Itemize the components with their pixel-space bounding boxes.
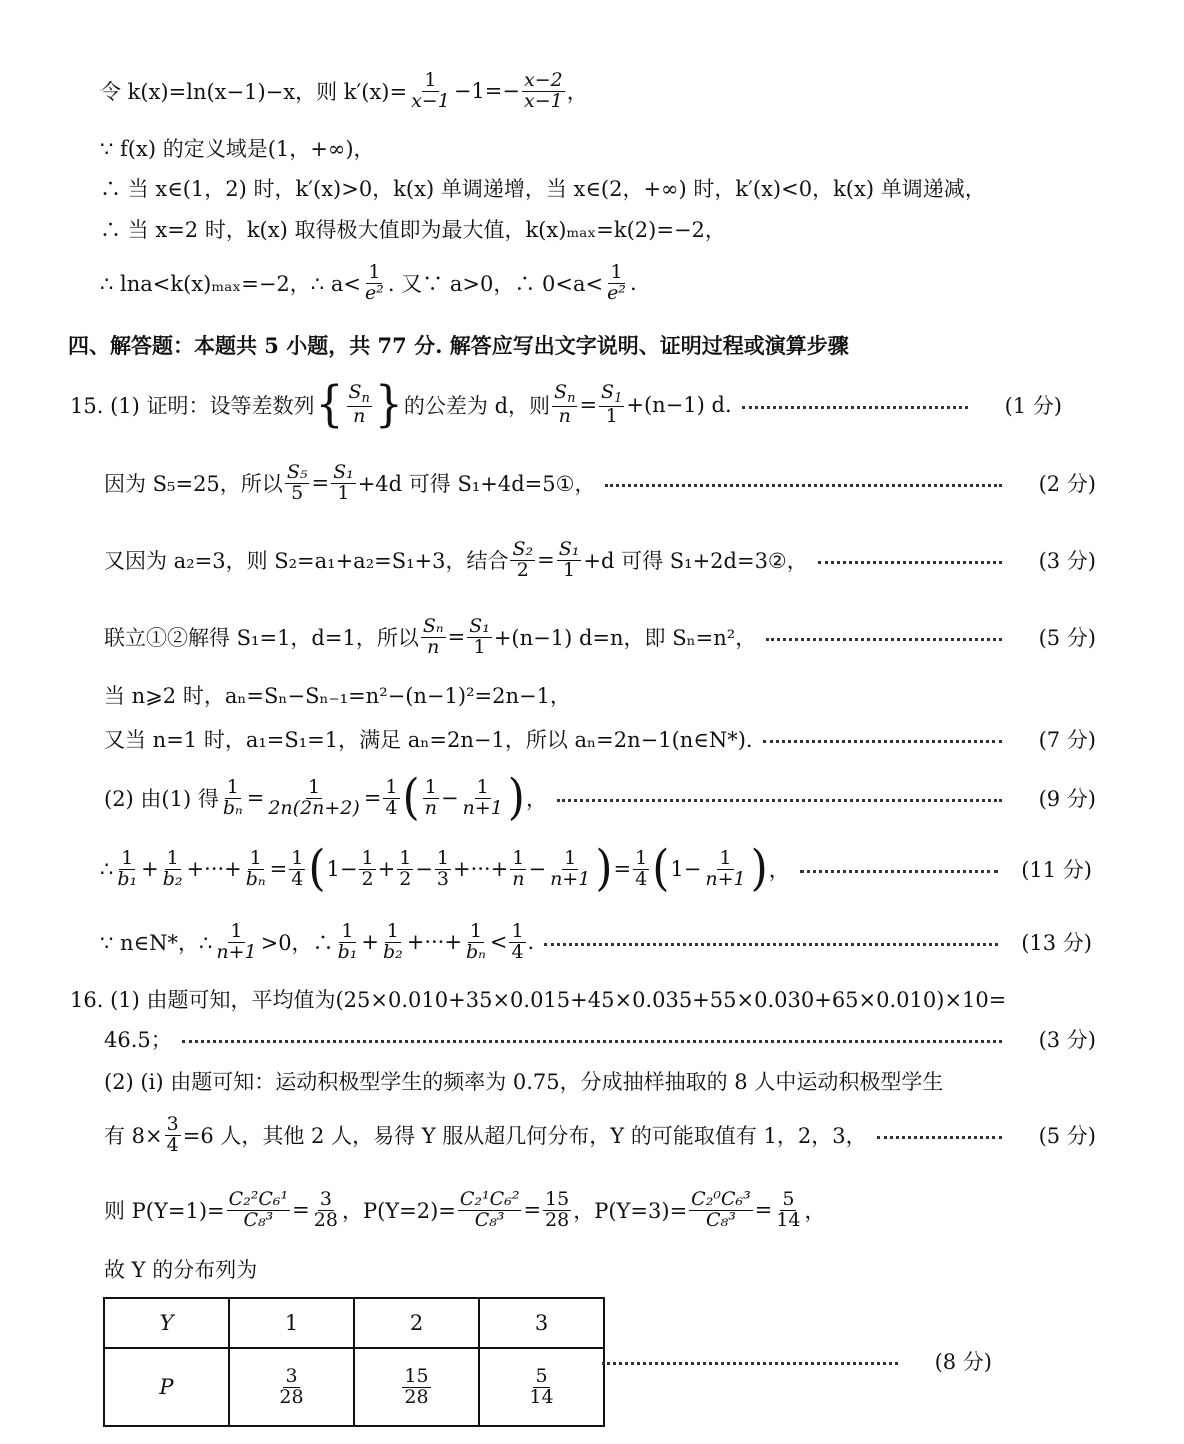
q15-line-8: ∴ $\frac{1}{\text{b₁}}$ + $\frac{1}{\text{b₂}}$ +···+ $\frac{1}{\text{bₙ}}$ = $\frac{1}{4}$ ( 1− $\frac{1}{2}$ + $\frac{1}{2}$ − $\frac{1}{3}$ +···+ $\frac{1}{n}$ − $\frac{1}{n+1}$ ) = $\frac{1}{4}$ ( 1− $\frac{1}{n+1}$ ) ， (11 分) [100, 840, 1092, 897]
table-header-cell: 2 [354, 1298, 479, 1348]
q15-line-9: ∵ n∈N*，∴ $\frac{1}{n+1}$ >0，∴ $\frac{1}{\text{b₁}}$ + $\frac{1}{\text{b₂}}$ +···+ $\frac{1}{\text{bₙ}}$ < $\frac{1}{4}$ . (13 分) [100, 919, 1092, 963]
q16-line-1: 16. (1) 由题可知，平均值为(25×0.010+35×0.015+45×0.035+55×0.030+65×0.010)×10= [70, 988, 1007, 1012]
text: −1=− [453, 79, 520, 103]
fraction: $\frac{1}{n+1}$ [462, 775, 503, 819]
fraction: $\frac{\text{Sₙ}}{n}$ [422, 614, 444, 658]
q15-line-2: 因为 S₅=25，所以 $\frac{\text{S₅}}{5}$ = $\frac{\text{S₁}}{1}$ +4d 可得 S₁+4d=5①， (2 分) [104, 460, 1096, 504]
table-header-cell: Y [104, 1298, 229, 1348]
text: 令 k(x)=ln(x−1)−x，则 k′(x)= [100, 80, 408, 104]
score-label: (3 分) [1038, 549, 1096, 573]
q15-line-5: 当 n⩾2 时，aₙ=Sₙ−Sₙ₋₁=n²−(n−1)²=2n−1， [104, 684, 571, 708]
monotonic-line: ∴ 当 x∈(1，2) 时，k′(x)>0，k(x) 单调递增，当 x∈(2，+∞) 时，k′(x)<0，k(x) 单调递减， [100, 177, 986, 201]
score-label: (3 分) [1038, 1028, 1096, 1052]
score-label: (5 分) [1038, 626, 1096, 650]
distribution-table [103, 1297, 605, 1427]
table-header-cell: 3 [479, 1298, 604, 1348]
fraction: $\frac{1}{x-1}$ [411, 68, 450, 112]
section-heading: 四、解答题：本题共 5 小题，共 77 分. 解答应写出文字说明、证明过程或演算步骤 [68, 333, 849, 358]
q16-line-6: 故 Y 的分布列为 [104, 1258, 258, 1282]
fraction: $\frac{S_n}{n}$ [554, 381, 576, 427]
q16-line-5: 则 P(Y=1)= $\frac{\text{C₂²C₆¹}}{\text{C₈³}}$ = $\frac{3}{28}$ ，P(Y=2)= $\frac{\text{C₂¹C₆²}}{\text{C₈³}}$ = $\frac{15}{28}$ ，P(Y=3)= $\frac{\text{C₂⁰C₆³}}{\text{C₈³}}$ = $\frac{5}{14}$ ， [104, 1187, 826, 1231]
q16-line-4: 有 8× $\frac{3}{4}$ =6 人，其他 2 人，易得 Y 服从超几何分布，Y 的可能取值有 1，2，3， (5 分) [104, 1112, 1096, 1156]
score-label: (11 分) [1021, 858, 1092, 882]
derivative-line: 令 k(x)=ln(x−1)−x，则 k′(x)= $\frac{1}{x-1}$ −1=− $\frac{x-2}{x-1}$ ， [100, 68, 588, 112]
fraction: $\frac{1}{4}$ [385, 775, 398, 819]
fraction: $\frac{1}{2n(2n+2)}$ [268, 775, 360, 819]
score-label: (7 分) [1038, 728, 1096, 752]
score-label: (13 分) [1021, 931, 1092, 955]
fraction: $\frac{1}{n}$ [424, 775, 437, 819]
q15-line-6: 又当 n=1 时，a₁=S₁=1，满足 aₙ=2n−1，所以 aₙ=2n−1(n∈N*). (7 分) [0, 724, 1184, 754]
max-value-line: ∴ 当 x=2 时，k(x) 取得极大值即为最大值，k(x)ₘₐₓ=k(2)=−2， [100, 218, 726, 242]
fraction: $\frac{S_1}{1}$ [601, 381, 623, 427]
q16-line-2: 46.5； (3 分) [0, 1024, 1184, 1054]
fraction: $\frac{\text{S₁}}{1}$ [469, 614, 490, 658]
domain-line: ∵ f(x) 的定义域是(1，+∞)， [100, 137, 375, 161]
table-cell: $\frac{3}{28}$ [229, 1348, 354, 1426]
score-label: (2 分) [1038, 472, 1096, 496]
table-header-cell: 1 [229, 1298, 354, 1348]
q16-line-3: (2) (ⅰ) 由题可知：运动积极型学生的频率为 0.75，分成抽样抽取的 8 人中运动积极型学生 [104, 1070, 944, 1094]
fraction: $\frac{1}{\text{e²}}$ [607, 260, 626, 304]
table-row-label: P [104, 1348, 229, 1426]
conclusion-line: ∴ lna<k(x)ₘₐₓ=−2，∴ a< $\frac{1}{\text{e²}}$ . 又∵ a>0，∴ 0<a< $\frac{1}{\text{e²}}$ . [100, 260, 637, 304]
fraction: $\frac{S_n}{n}$ [348, 381, 370, 427]
score-label: (1 分) [1004, 394, 1062, 418]
table-cell: $\frac{15}{28}$ [354, 1348, 479, 1426]
fraction: $\frac{1}{\text{e²}}$ [364, 260, 384, 304]
q15-line-1: 15. (1) 证明：设等差数列 { $\frac{S_n}{n}$ } 的公差为 d，则 $\frac{S_n}{n}$ = $\frac{S_1}{1}$ +(n−1) d. (1 分) [70, 376, 1062, 433]
q15-line-7: (2) 由(1) 得 $\frac{1}{\text{bₙ}}$ = $\frac{1}{2n(2n+2)}$ = $\frac{1}{4}$ ( $\frac{1}{n}$ − $\frac{1}{n+1}$ ) ， (9 分) [104, 769, 1096, 826]
q15-line-3: 又因为 a₂=3，则 S₂=a₁+a₂=S₁+3，结合 $\frac{\text{S₂}}{2}$ = $\frac{\text{S₁}}{1}$ +d 可得 S₁+2d=3②， (3 分) [104, 537, 1096, 581]
score-label: (9 分) [1038, 787, 1096, 811]
fraction: $\frac{\text{S₁}}{1}$ [333, 460, 354, 504]
score-label: (8 分) [934, 1350, 992, 1374]
fraction: $\frac{\text{S₅}}{5}$ [286, 460, 308, 504]
q15-line-4: 联立①②解得 S₁=1，d=1，所以 $\frac{\text{Sₙ}}{n}$ = $\frac{\text{S₁}}{1}$ +(n−1) d=n，即 Sₙ=n²， (5 分) [104, 614, 1096, 658]
fraction: $\frac{1}{\text{bₙ}}$ [222, 775, 243, 819]
table-cell: $\frac{5}{14}$ [479, 1348, 604, 1426]
score-label: (5 分) [1038, 1124, 1096, 1148]
table-score-line [600, 1346, 1080, 1376]
fraction: $\frac{x-2}{x-1}$ [523, 68, 563, 112]
fraction: $\frac{\text{S₂}}{2}$ [512, 537, 534, 581]
fraction: $\frac{\text{S₁}}{1}$ [558, 537, 580, 581]
